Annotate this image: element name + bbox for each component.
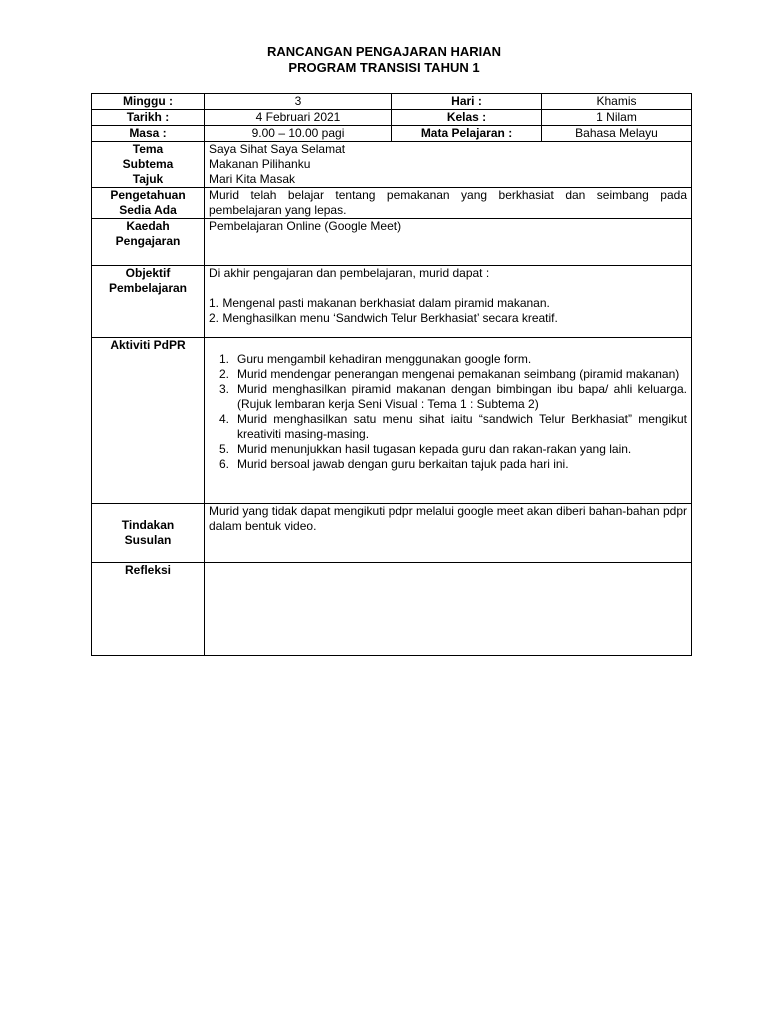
hari-value: Khamis: [542, 94, 692, 110]
subtema-value: Makanan Pilihanku: [209, 157, 311, 171]
title-line-1: RANCANGAN PENGAJARAN HARIAN: [266, 44, 501, 59]
kelas-value: 1 Nilam: [542, 110, 692, 126]
tema-values: [205, 142, 692, 188]
refleksi-label: Refleksi: [92, 563, 205, 656]
row-kaedah: [92, 219, 692, 266]
aktiviti-content: [205, 338, 692, 504]
aktiviti-item: [209, 442, 687, 457]
tindakan-label-line1: Tindakan: [121, 518, 175, 532]
aktiviti-item: [209, 412, 687, 442]
aktiviti-item-text: Murid menghasilkan satu menu sihat iaitu “sandwich Telur Berkhasiat” mengikut kreativiti masing-masing.: [237, 412, 687, 441]
minggu-value: 3: [205, 94, 392, 110]
document-title: [0, 44, 768, 76]
pengetahuan-label-line2: Sedia Ada: [119, 203, 177, 217]
tema-labels: [92, 142, 205, 188]
aktiviti-label: Aktiviti PdPR: [92, 338, 205, 504]
kaedah-label: [92, 219, 205, 266]
row-masa-mapel: [92, 126, 692, 142]
aktiviti-item-text: Murid menunjukkan hasil tugasan kepada guru dan rakan-rakan yang lain.: [237, 442, 632, 456]
row-tindakan: [92, 504, 692, 563]
objektif-label-line2: Pembelajaran: [108, 281, 188, 295]
objektif-content: [205, 266, 692, 338]
kaedah-label-line2: Pengajaran: [115, 234, 181, 248]
kaedah-label-line1: Kaedah: [126, 219, 170, 233]
pengetahuan-label-line1: Pengetahuan: [110, 188, 186, 202]
mata-pelajaran-value: Bahasa Melayu: [542, 126, 692, 142]
aktiviti-list: [209, 352, 687, 472]
tajuk-value: Mari Kita Masak: [209, 172, 296, 186]
mata-pelajaran-label: Mata Pelajaran :: [392, 126, 542, 142]
lesson-plan-table: [91, 93, 692, 656]
aktiviti-item-number: 6.: [218, 457, 229, 471]
pengetahuan-label: [92, 188, 205, 219]
objektif-item-1: 1. Mengenal pasti makanan berkhasiat dalam piramid makanan.: [209, 296, 550, 310]
row-objektif: [92, 266, 692, 338]
row-tema: [92, 142, 692, 188]
masa-label: Masa :: [92, 126, 205, 142]
tajuk-label: Tajuk: [132, 172, 164, 186]
tarikh-label: Tarikh :: [92, 110, 205, 126]
aktiviti-item-number: 1.: [218, 352, 229, 366]
kelas-label: Kelas :: [392, 110, 542, 126]
tindakan-label-line2: Susulan: [124, 533, 172, 547]
objektif-label: [92, 266, 205, 338]
tema-label: Tema: [132, 142, 164, 156]
aktiviti-item-number: 4.: [218, 412, 229, 426]
kaedah-text: Pembelajaran Online (Google Meet): [205, 219, 692, 266]
tema-value: Saya Sihat Saya Selamat: [209, 142, 346, 156]
aktiviti-item: [209, 352, 687, 367]
aktiviti-item-number: 5.: [218, 442, 229, 456]
tindakan-text: Murid yang tidak dapat mengikuti pdpr melalui google meet akan diberi bahan-bahan pdpr dalam bentuk video.: [205, 504, 692, 563]
row-aktiviti: [92, 338, 692, 504]
aktiviti-item-text: Murid menghasilkan piramid makanan dengan bimbingan ibu bapa/ ahli keluarga. (Rujuk lembaran kerja Seni Visual : Tema 1 : Subtema 2): [237, 382, 687, 411]
refleksi-text: [205, 563, 692, 656]
hari-label: Hari :: [392, 94, 542, 110]
row-pengetahuan: [92, 188, 692, 219]
title-line-2: PROGRAM TRANSISI TAHUN 1: [288, 60, 480, 75]
pengetahuan-text: Murid telah belajar tentang pemakanan yang berkhasiat dan seimbang pada pembelajaran yang lepas.: [205, 188, 692, 219]
aktiviti-item-text: Murid bersoal jawab dengan guru berkaitan tajuk pada hari ini.: [237, 457, 569, 471]
objektif-intro: Di akhir pengajaran dan pembelajaran, murid dapat :: [209, 266, 490, 280]
tindakan-label: [92, 504, 205, 563]
row-refleksi: [92, 563, 692, 656]
objektif-item-2: 2. Menghasilkan menu ‘Sandwich Telur Berkhasiat’ secara kreatif.: [209, 311, 558, 325]
objektif-label-line1: Objektif: [125, 266, 171, 280]
subtema-label: Subtema: [122, 157, 174, 171]
masa-value: 9.00 – 10.00 pagi: [205, 126, 392, 142]
row-minggu-hari: [92, 94, 692, 110]
aktiviti-item-number: 2.: [218, 367, 229, 381]
aktiviti-item-text: Murid mendengar penerangan mengenai pemakanan seimbang (piramid makanan): [237, 367, 680, 381]
aktiviti-item: [209, 457, 687, 472]
aktiviti-item: [209, 382, 687, 412]
aktiviti-item-number: 3.: [218, 382, 229, 396]
row-tarikh-kelas: [92, 110, 692, 126]
aktiviti-item-text: Guru mengambil kehadiran menggunakan google form.: [237, 352, 532, 366]
aktiviti-item: [209, 367, 687, 382]
minggu-label: Minggu :: [92, 94, 205, 110]
tarikh-value: 4 Februari 2021: [205, 110, 392, 126]
